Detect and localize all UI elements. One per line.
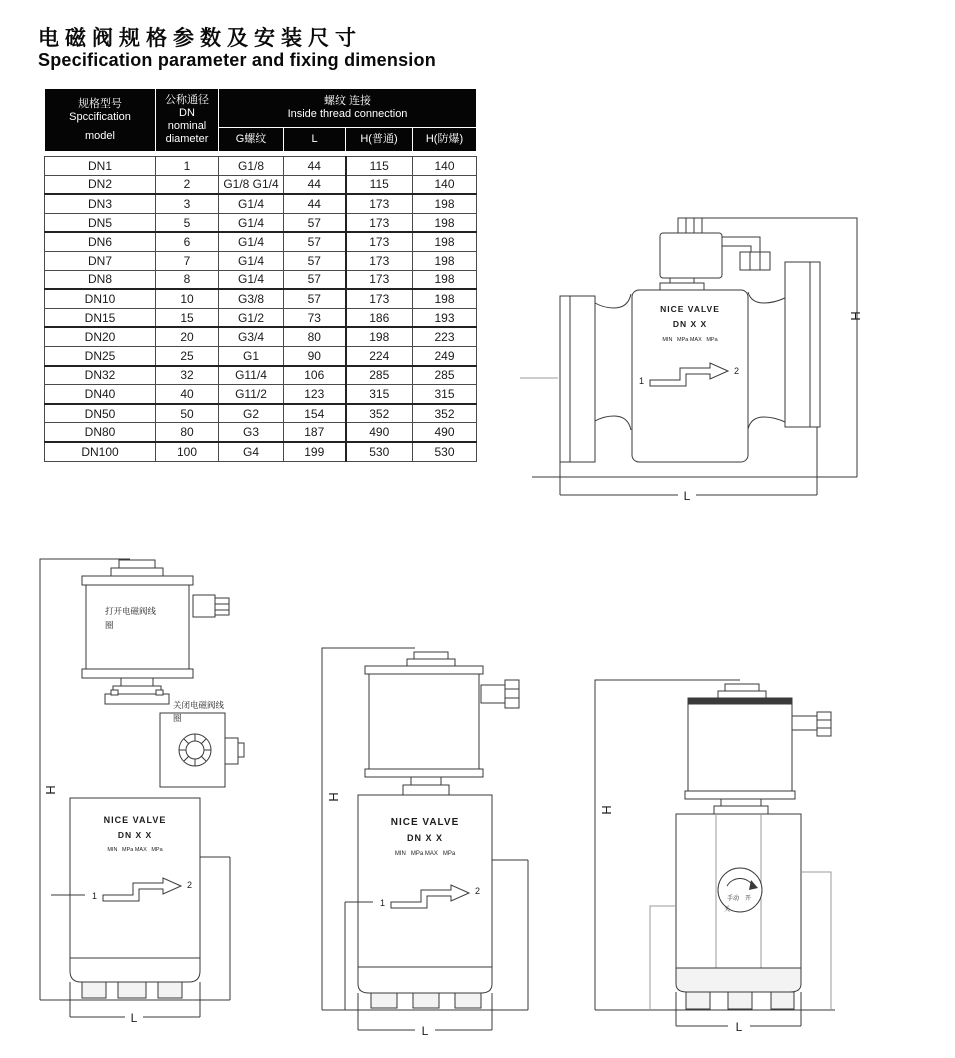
mounting-feet — [371, 993, 481, 1008]
dim-l-label: L — [683, 489, 691, 503]
nameplate-brand: NICE VALVE — [390, 817, 460, 828]
port-2-label: 2 — [475, 886, 481, 896]
table-cell: DN2 — [45, 175, 156, 194]
table-cell: 154 — [284, 404, 346, 423]
table-cell: 115 — [346, 157, 413, 176]
table-row — [45, 308, 477, 327]
table-cell: 32 — [156, 366, 219, 385]
table-cell: 173 — [346, 270, 413, 289]
cable-connector — [792, 712, 831, 736]
table-row — [45, 366, 477, 385]
nameplate-model: DN X X — [672, 319, 708, 329]
header-model: 规格型号 Spccification model — [45, 89, 156, 152]
port-1-label: 1 — [379, 898, 385, 908]
table-cell: 490 — [346, 423, 413, 442]
table-row — [45, 404, 477, 423]
valve-body — [632, 290, 748, 462]
mounting-feet — [686, 992, 794, 1009]
nameplate-model: DN X X — [117, 830, 153, 840]
dim-h-label: H — [848, 311, 863, 321]
table-cell: 44 — [284, 175, 346, 194]
table-cell: 6 — [156, 232, 219, 251]
table-cell: 186 — [346, 308, 413, 327]
table-row — [45, 385, 477, 404]
table-row — [45, 270, 477, 289]
table-cell: 15 — [156, 308, 219, 327]
open-solenoid-coil — [82, 576, 193, 678]
coil-cap — [407, 652, 455, 666]
table-cell: 530 — [413, 442, 477, 461]
table-cell: 285 — [346, 366, 413, 385]
table-row — [45, 175, 477, 194]
flange-right — [785, 262, 820, 427]
table-cell: 140 — [413, 175, 477, 194]
table-cell: 140 — [413, 157, 477, 176]
drawing-dual-coil-valve — [25, 550, 305, 1040]
page-title-zh: 电磁阀规格参数及安装尺寸 — [38, 27, 362, 50]
pipe-right — [748, 292, 785, 429]
table-cell: DN5 — [45, 213, 156, 232]
table-cell: 193 — [413, 308, 477, 327]
table-cell: 249 — [413, 346, 477, 365]
table-row — [45, 232, 477, 251]
table-cell: 198 — [413, 232, 477, 251]
table-cell: 90 — [284, 346, 346, 365]
open-coil-label-line1: 打开电磁阀线 — [105, 606, 157, 616]
header-h-explosionproof: H(防爆) — [413, 128, 477, 152]
table-cell: DN100 — [45, 442, 156, 461]
dim-l-label: L — [421, 1024, 429, 1038]
table-cell: 44 — [284, 157, 346, 176]
close-coil-label-line1: 关闭电磁阀线 — [173, 700, 225, 710]
nameplate-brand: NICE VALVE — [103, 815, 167, 825]
valve-base — [358, 967, 492, 993]
cable-connector — [481, 680, 519, 708]
solenoid-coil — [685, 698, 795, 799]
table-cell: 40 — [156, 385, 219, 404]
cable-connector-top — [193, 595, 229, 617]
nameplate-pressure: MIN MPa MAX MPa — [394, 851, 456, 857]
table-cell: 57 — [284, 270, 346, 289]
flange-left — [560, 296, 595, 462]
table-cell: 106 — [284, 366, 346, 385]
table-row — [45, 213, 477, 232]
spec-table-body — [44, 156, 477, 462]
table-cell: 530 — [346, 442, 413, 461]
close-solenoid-coil — [160, 700, 244, 787]
drawing-single-coil-valve — [315, 640, 550, 1045]
table-cell: 3 — [156, 194, 219, 213]
table-cell: 115 — [346, 175, 413, 194]
table-cell: 173 — [346, 194, 413, 213]
table-cell: 352 — [346, 404, 413, 423]
table-cell: G11/2 — [219, 385, 284, 404]
table-cell: DN8 — [45, 270, 156, 289]
header-g-thread: G螺纹 — [219, 128, 284, 152]
table-row — [45, 327, 477, 346]
table-cell: 198 — [413, 270, 477, 289]
table-cell: G1/4 — [219, 194, 284, 213]
table-cell: G1/4 — [219, 270, 284, 289]
table-cell: G4 — [219, 442, 284, 461]
table-cell: 57 — [284, 251, 346, 270]
table-cell: DN15 — [45, 308, 156, 327]
table-cell: DN80 — [45, 423, 156, 442]
table-cell: DN1 — [45, 157, 156, 176]
table-cell: 352 — [413, 404, 477, 423]
table-cell: G1/8 G1/4 — [219, 175, 284, 194]
table-cell: 123 — [284, 385, 346, 404]
table-cell: 2 — [156, 175, 219, 194]
table-cell: G1/2 — [219, 308, 284, 327]
table-cell: 315 — [346, 385, 413, 404]
table-cell: 73 — [284, 308, 346, 327]
header-thread-group: 螺纹 连接 Inside thread connection — [219, 89, 477, 128]
coil-cap — [678, 218, 702, 233]
table-cell: 57 — [284, 213, 346, 232]
table-cell: 187 — [284, 423, 346, 442]
table-cell: G1/8 — [219, 157, 284, 176]
dim-h-label: H — [599, 805, 614, 815]
table-cell: G1/4 — [219, 213, 284, 232]
table-cell: 7 — [156, 251, 219, 270]
table-row — [45, 423, 477, 442]
dial-manual-label: 手动 — [726, 896, 740, 902]
table-row — [45, 157, 477, 176]
table-cell: 198 — [413, 194, 477, 213]
table-cell: 173 — [346, 251, 413, 270]
table-cell: DN10 — [45, 289, 156, 308]
port-1-label: 1 — [638, 376, 644, 386]
cable-connector — [722, 237, 770, 270]
coil-neck — [714, 799, 768, 814]
coil-cap — [111, 560, 163, 576]
port-2-label: 2 — [734, 366, 740, 376]
table-cell: DN7 — [45, 251, 156, 270]
table-cell: DN32 — [45, 366, 156, 385]
body-step-left — [650, 906, 676, 1010]
table-cell: 1 — [156, 157, 219, 176]
table-cell: DN20 — [45, 327, 156, 346]
coil-neck — [660, 278, 704, 290]
dim-l-label: L — [735, 1020, 743, 1034]
table-cell: 285 — [413, 366, 477, 385]
table-cell: 490 — [413, 423, 477, 442]
table-cell: 57 — [284, 289, 346, 308]
nameplate-brand: NICE VALVE — [660, 304, 720, 314]
table-cell: 20 — [156, 327, 219, 346]
table-cell: 198 — [413, 289, 477, 308]
mounting-feet — [82, 982, 182, 998]
table-cell: DN40 — [45, 385, 156, 404]
spec-rows — [45, 157, 477, 462]
close-coil-label-line2: 圈 — [173, 713, 182, 723]
table-cell: G3/8 — [219, 289, 284, 308]
table-row — [45, 442, 477, 461]
table-cell: G1/4 — [219, 251, 284, 270]
drawing-flanged-valve — [520, 190, 955, 510]
manual-override-dial — [718, 868, 762, 913]
table-cell: 80 — [284, 327, 346, 346]
nameplate-pressure: MIN MPa MAX MPa — [662, 337, 718, 343]
table-cell: G1 — [219, 346, 284, 365]
dimension-right — [200, 857, 230, 1000]
table-cell: G3/4 — [219, 327, 284, 346]
solenoid-coil — [365, 666, 483, 777]
table-cell: G1/4 — [219, 232, 284, 251]
table-cell: 224 — [346, 346, 413, 365]
body-step-right — [801, 872, 831, 1010]
open-coil-label-line2: 圈 — [105, 620, 114, 630]
table-cell: G3 — [219, 423, 284, 442]
table-cell: 199 — [284, 442, 346, 461]
valve-base — [676, 968, 801, 992]
solenoid-coil — [660, 233, 722, 278]
table-row — [45, 194, 477, 213]
spec-table-header — [44, 88, 477, 152]
table-cell: 57 — [284, 232, 346, 251]
header-l: L — [284, 128, 346, 152]
table-cell: 25 — [156, 346, 219, 365]
coil-neck — [105, 678, 169, 704]
coil-cap — [718, 684, 766, 698]
dimension-right — [492, 860, 528, 1010]
table-cell: 198 — [346, 327, 413, 346]
dial-open-label: 开 — [744, 896, 752, 902]
table-cell: 173 — [346, 232, 413, 251]
table-row — [45, 251, 477, 270]
table-row — [45, 346, 477, 365]
table-cell: DN25 — [45, 346, 156, 365]
dim-h-label: H — [43, 785, 58, 795]
table-cell: 80 — [156, 423, 219, 442]
table-cell: 173 — [346, 213, 413, 232]
valve-base — [70, 958, 200, 982]
dial-close-label: 关 — [723, 907, 731, 913]
table-cell: 50 — [156, 404, 219, 423]
table-cell: G11/4 — [219, 366, 284, 385]
header-dn: 公称通径 DN nominal diameter — [156, 89, 219, 152]
table-cell: 10 — [156, 289, 219, 308]
port-1-label: 1 — [91, 891, 97, 901]
dim-l-label: L — [130, 1011, 138, 1025]
table-cell: DN6 — [45, 232, 156, 251]
table-cell: 44 — [284, 194, 346, 213]
nameplate-model: DN X X — [406, 833, 444, 843]
table-cell: 198 — [413, 213, 477, 232]
table-cell: 5 — [156, 213, 219, 232]
table-cell: 173 — [346, 289, 413, 308]
coil-neck — [403, 777, 449, 795]
page-title-en: Specification parameter and fixing dimension — [38, 50, 436, 70]
table-cell: DN3 — [45, 194, 156, 213]
header-h-normal: H(普通) — [346, 128, 413, 152]
table-row — [45, 289, 477, 308]
table-cell: 8 — [156, 270, 219, 289]
table-cell: 315 — [413, 385, 477, 404]
specification-table — [44, 88, 476, 462]
drawing-manual-override-valve — [588, 670, 933, 1058]
table-cell: 100 — [156, 442, 219, 461]
table-cell: DN50 — [45, 404, 156, 423]
table-cell: 223 — [413, 327, 477, 346]
dim-h-label: H — [326, 792, 341, 802]
nameplate-pressure: MIN MPa MAX MPa — [107, 847, 163, 853]
table-cell: 198 — [413, 251, 477, 270]
pipe-left — [595, 294, 631, 430]
port-2-label: 2 — [187, 880, 193, 890]
table-cell: G2 — [219, 404, 284, 423]
